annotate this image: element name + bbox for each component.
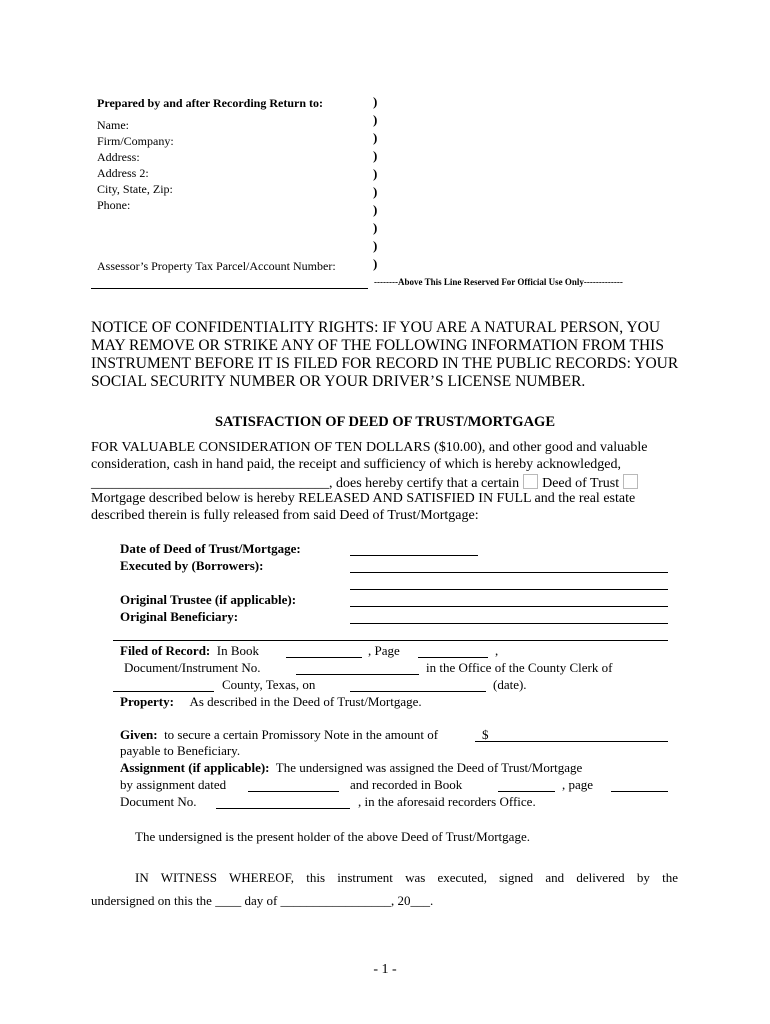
date-suffix: (date). <box>493 677 527 692</box>
paren: ) <box>373 166 378 181</box>
assignment-text: The undersigned was assigned the Deed of Trust/Mortgage <box>275 760 583 775</box>
paren: ) <box>373 148 378 163</box>
paren: ) <box>373 238 378 253</box>
property-label: Property: <box>120 694 174 709</box>
assessor-label: Assessor’s Property Tax Parcel/Account Number: <box>97 259 336 273</box>
official-use-notice: --------Above This Line Reserved For Official Use Only------------- <box>374 277 623 287</box>
witness-line-1: IN WITNESS WHEREOF, this instrument was executed, signed and delivered by the <box>135 870 678 885</box>
page-number: - 1 - <box>373 962 397 977</box>
paren: ) <box>373 94 378 109</box>
deed-of-trust-label: Deed of Trust <box>542 476 620 491</box>
certifier-blank[interactable]: __________________________________ <box>91 476 329 491</box>
county-line[interactable] <box>113 691 214 692</box>
mortgage-checkbox[interactable] <box>623 474 638 489</box>
address-label: Address: <box>97 150 140 164</box>
beneficiary-line[interactable] <box>350 623 668 624</box>
intro-line-2: consideration, cash in hand paid, the receipt and sufficiency of which is hereby acknowledged, <box>91 457 622 472</box>
document-title: SATISFACTION OF DEED OF TRUST/MORTGAGE <box>214 414 556 430</box>
document-number-line[interactable] <box>296 674 419 675</box>
original-trustee-label: Original Trustee (if applicable): <box>120 592 297 607</box>
phone-label: Phone: <box>97 198 131 212</box>
date-of-deed-line[interactable] <box>350 555 478 556</box>
given-text: to secure a certain Promissory Note in the amount of <box>164 727 439 742</box>
borrowers-line[interactable] <box>350 572 668 573</box>
original-beneficiary-label: Original Beneficiary: <box>120 609 239 624</box>
assignment-document-label: Document No. <box>120 794 197 809</box>
confidentiality-notice: NOTICE OF CONFIDENTIALITY RIGHTS: IF YOU ARE A NATURAL PERSON, YOU MAY REMOVE OR STRIKE ANY OF THE FOLLOWING INFORMATION FROM THIS INSTRUMENT BEFORE IT IS FILED FOR RECORD IN THE PUBLIC RECORDS: YOUR SOCIAL SECURITY NUMBER OR YOUR DRIVER’S LICENSE NUMBER. <box>91 319 679 390</box>
parcel-number-line <box>91 288 368 289</box>
paren: ) <box>373 130 378 145</box>
date-of-deed-label: Date of Deed of Trust/Mortgage: <box>120 541 301 556</box>
intro-line-1: FOR VALUABLE CONSIDERATION OF TEN DOLLARS ($10.00), and other good and valuable <box>91 440 648 455</box>
assignment-row <box>120 760 582 776</box>
property-row <box>120 694 422 710</box>
page-comma: , <box>495 643 499 658</box>
assignment-date-line[interactable] <box>248 791 339 792</box>
deed-of-trust-checkbox[interactable] <box>523 474 538 489</box>
document-instrument-label: Document/Instrument No. <box>124 660 261 675</box>
intro-line-3 <box>91 474 642 492</box>
executed-by-label: Executed by (Borrowers): <box>120 558 264 573</box>
recorded-in-book-label: and recorded in Book <box>350 777 463 792</box>
dollar-sign: $ <box>482 727 489 742</box>
borrowers-line[interactable] <box>350 589 668 590</box>
page-line[interactable] <box>418 657 488 658</box>
separator-line <box>113 640 668 641</box>
paren: ) <box>373 256 378 271</box>
assignment-page-label: , page <box>562 777 594 792</box>
assignment-page-line[interactable] <box>611 791 668 792</box>
given-label: Given: <box>120 727 158 742</box>
amount-line[interactable] <box>475 741 668 742</box>
assignment-document-line[interactable] <box>216 808 350 809</box>
recording-date-line[interactable] <box>350 691 486 692</box>
firm-label: Firm/Company: <box>97 134 174 148</box>
paren: ) <box>373 184 378 199</box>
county-texas-label: County, Texas, on <box>222 677 316 692</box>
prepared-by-label: Prepared by and after Recording Return to: <box>97 96 323 110</box>
holder-statement: The undersigned is the present holder of the above Deed of Trust/Mortgage. <box>135 829 530 844</box>
property-text: As described in the Deed of Trust/Mortgage. <box>189 694 422 709</box>
page-label: , Page <box>368 643 400 658</box>
certify-text: , does hereby certify that a certain <box>329 476 520 491</box>
paren: ) <box>373 220 378 235</box>
book-line[interactable] <box>286 657 362 658</box>
in-book-label: In Book <box>216 643 260 658</box>
payable-text: payable to Beneficiary. <box>120 743 241 758</box>
filed-of-record-row <box>120 643 259 659</box>
given-row <box>120 727 438 743</box>
assignment-label: Assignment (if applicable): <box>120 760 270 775</box>
county-clerk-text: in the Office of the County Clerk of <box>426 660 613 675</box>
recorders-office-text: , in the aforesaid recorders Office. <box>358 794 536 809</box>
assignment-dated-label: by assignment dated <box>120 777 227 792</box>
witness-line-2: undersigned on this the ____ day of _________________, 20___. <box>91 893 434 908</box>
name-label: Name: <box>97 118 129 132</box>
intro-line-5: described therein is fully released from said Deed of Trust/Mortgage: <box>91 508 479 523</box>
address2-label: Address 2: <box>97 166 149 180</box>
filed-of-record-label: Filed of Record: <box>120 643 211 658</box>
city-state-zip-label: City, State, Zip: <box>97 182 173 196</box>
paren: ) <box>373 112 378 127</box>
intro-line-4: Mortgage described below is hereby RELEASED AND SATISFIED IN FULL and the real estate <box>91 491 636 506</box>
paren: ) <box>373 202 378 217</box>
trustee-line[interactable] <box>350 606 668 607</box>
assignment-book-line[interactable] <box>498 791 555 792</box>
